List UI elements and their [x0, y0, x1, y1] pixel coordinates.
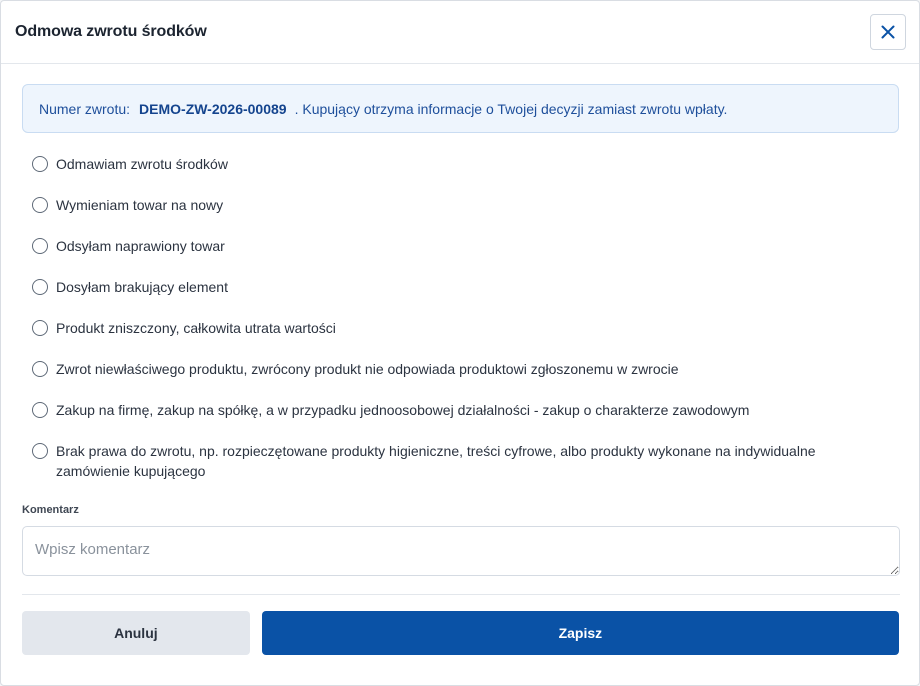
- option-label: Odmawiam zwrotu środków: [56, 156, 228, 172]
- radio-button[interactable]: [32, 238, 48, 254]
- option-refuse-refund[interactable]: [22, 156, 899, 174]
- comment-input[interactable]: [22, 526, 900, 576]
- radio-button[interactable]: [32, 361, 48, 377]
- option-label: Produkt zniszczony, całkowita utrata wartości: [56, 320, 336, 336]
- info-prefix: Numer zwrotu:: [39, 100, 131, 117]
- refusal-reason-options: [22, 156, 899, 481]
- modal-body: [1, 64, 919, 655]
- option-send-missing-part[interactable]: [22, 279, 899, 297]
- option-label: Brak prawa do zwrotu, np. rozpieczętowane produkty higieniczne, treści cyfrowe, albo produkty wykonane na indywidualne zamówienie kupującego: [56, 443, 816, 479]
- save-button[interactable]: Zapisz: [262, 611, 899, 655]
- action-buttons: [22, 611, 899, 655]
- modal-title: Odmowa zwrotu środków: [15, 23, 207, 40]
- option-label: Dosyłam brakujący element: [56, 279, 228, 295]
- modal-header: [1, 1, 919, 64]
- option-label: Zwrot niewłaściwego produktu, zwrócony produkt nie odpowiada produktowi zgłoszonemu w zwrocie: [56, 361, 679, 377]
- option-label: Odsyłam naprawiony towar: [56, 238, 225, 254]
- close-icon: [881, 25, 895, 39]
- close-button[interactable]: [870, 14, 906, 50]
- option-label: Zakup na firmę, zakup na spółkę, a w przypadku jednoosobowej działalności - zakup o charakterze zawodowym: [56, 402, 750, 418]
- option-no-return-right[interactable]: [22, 443, 899, 481]
- option-wrong-product[interactable]: [22, 361, 899, 379]
- info-message: . Kupujący otrzyma informacje o Twojej decyzji zamiast zwrotu wpłaty.: [294, 100, 728, 117]
- radio-button[interactable]: [32, 279, 48, 295]
- radio-button[interactable]: [32, 197, 48, 213]
- cancel-button[interactable]: Anuluj: [22, 611, 250, 655]
- radio-button[interactable]: [32, 402, 48, 418]
- info-banner: [22, 84, 899, 133]
- option-exchange-product[interactable]: [22, 197, 899, 215]
- radio-button[interactable]: [32, 443, 48, 459]
- option-return-repaired[interactable]: [22, 238, 899, 256]
- radio-button[interactable]: [32, 320, 48, 336]
- divider: [22, 594, 900, 595]
- option-business-purchase[interactable]: [22, 402, 899, 420]
- radio-button[interactable]: [32, 156, 48, 172]
- return-number: DEMO-ZW-2026-00089: [139, 100, 287, 117]
- comment-label: Komentarz: [22, 504, 79, 516]
- option-product-destroyed[interactable]: [22, 320, 899, 338]
- option-label: Wymieniam towar na nowy: [56, 197, 224, 213]
